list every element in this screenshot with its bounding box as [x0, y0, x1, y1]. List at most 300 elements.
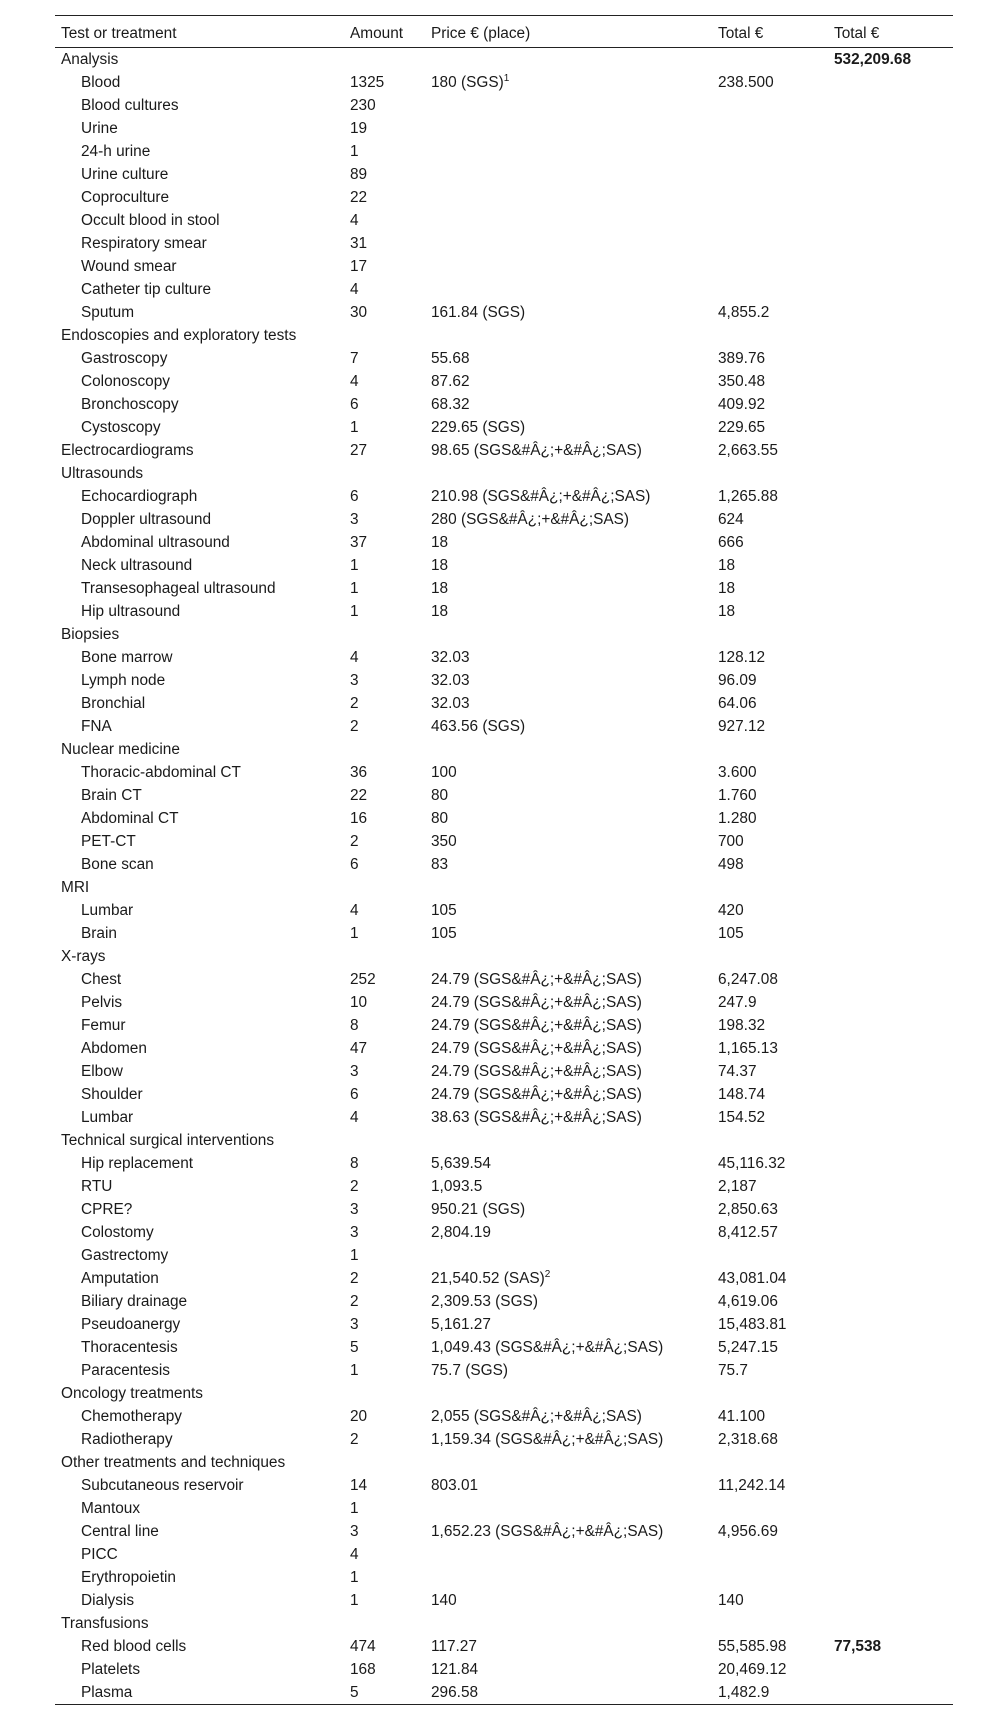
- table-header: [55, 16, 953, 48]
- category-label: Transfusions: [61, 1615, 149, 1632]
- amount-cell: 6: [350, 488, 359, 505]
- total-cell: [712, 1497, 828, 1520]
- table-row: [55, 761, 953, 784]
- item-label: Mantoux: [81, 1500, 141, 1517]
- price-cell: [425, 1106, 712, 1129]
- price-value: 180 (SGS): [431, 74, 504, 91]
- total-cell: 666: [718, 534, 744, 551]
- item-label: FNA: [81, 718, 112, 735]
- table-row: [55, 94, 953, 117]
- table-body: [55, 48, 953, 1705]
- table-row: [55, 1244, 953, 1267]
- item-label: Blood: [81, 74, 121, 91]
- item-label: Thoracic-abdominal CT: [81, 764, 241, 781]
- price-value: 38.63 (SGS&#Â¿;+&#Â¿;SAS): [431, 1109, 642, 1126]
- price-value: 21,540.52 (SAS): [431, 1270, 545, 1287]
- amount-cell: 31: [350, 235, 368, 252]
- group-total-cell: [828, 646, 953, 669]
- amount-cell: 4: [350, 212, 359, 229]
- price-cell: [425, 209, 712, 232]
- category-label: Oncology treatments: [61, 1385, 204, 1402]
- table-row: [55, 1405, 953, 1428]
- group-total-cell: 77,538: [834, 1638, 882, 1655]
- category-label: Nuclear medicine: [61, 741, 180, 758]
- table-row: [55, 1060, 953, 1083]
- price-cell: [425, 600, 712, 623]
- item-label: Subcutaneous reservoir: [81, 1477, 244, 1494]
- price-cell: [425, 807, 712, 830]
- price-cell: [425, 301, 712, 324]
- table-row: [55, 669, 953, 692]
- price-cell: [425, 1589, 712, 1612]
- category-row: [55, 738, 953, 761]
- group-total-cell: [828, 577, 953, 600]
- table-row: [55, 117, 953, 140]
- total-cell: 55,585.98: [718, 1638, 787, 1655]
- total-cell: 15,483.81: [718, 1316, 787, 1333]
- group-total-cell: [828, 94, 953, 117]
- category-row: [55, 1382, 953, 1405]
- price-value: 296.58: [431, 1684, 479, 1701]
- category-row: [55, 462, 953, 485]
- total-cell: 229.65: [718, 419, 766, 436]
- item-label: Biliary drainage: [81, 1293, 188, 1310]
- group-total-cell: [828, 531, 953, 554]
- total-cell: 5,247.15: [718, 1339, 778, 1356]
- group-total-cell: [828, 1060, 953, 1083]
- total-cell: 927.12: [718, 718, 766, 735]
- amount-cell: [344, 1612, 425, 1635]
- price-cell: [425, 1221, 712, 1244]
- header-amount: Amount: [344, 16, 425, 48]
- total-cell: 247.9: [718, 994, 757, 1011]
- table-row: [55, 347, 953, 370]
- amount-cell: 4: [350, 902, 359, 919]
- group-total-cell: [828, 393, 953, 416]
- price-value: 117.27: [431, 1638, 477, 1655]
- item-label: Radiotherapy: [81, 1431, 173, 1448]
- price-value: 2,309.53 (SGS): [431, 1293, 538, 1310]
- group-total-cell: [828, 439, 953, 462]
- total-cell: 75.7: [718, 1362, 748, 1379]
- table-row: [55, 1566, 953, 1589]
- total-cell: 1,482.9: [712, 1681, 828, 1705]
- price-value: 24.79 (SGS&#Â¿;+&#Â¿;SAS): [431, 1040, 642, 1057]
- item-label: Bronchoscopy: [81, 396, 179, 413]
- group-total-cell: [828, 1083, 953, 1106]
- price-cell: [425, 1566, 712, 1589]
- group-total-cell: [828, 71, 953, 94]
- group-total-cell: [828, 1014, 953, 1037]
- category-label: Endoscopies and exploratory tests: [61, 327, 297, 344]
- amount-cell: 6: [350, 856, 359, 873]
- price-cell: [425, 1474, 712, 1497]
- amount-cell: 2: [350, 1431, 359, 1448]
- price-value: 24.79 (SGS&#Â¿;+&#Â¿;SAS): [431, 1017, 642, 1034]
- amount-cell: 4: [350, 1546, 359, 1563]
- price-value: 55.68: [431, 350, 470, 367]
- price-cell: [425, 531, 712, 554]
- table-row: [55, 1152, 953, 1175]
- item-label: Thoracentesis: [81, 1339, 178, 1356]
- amount-cell: 3: [350, 672, 359, 689]
- cost-table-container: [55, 15, 953, 1705]
- table-row: [55, 1520, 953, 1543]
- group-total-cell: [828, 1336, 953, 1359]
- table-row: [55, 1083, 953, 1106]
- price-cell: [425, 1152, 712, 1175]
- price-cell: [425, 508, 712, 531]
- price-cell: [425, 1658, 712, 1681]
- group-total-cell: [828, 922, 953, 945]
- item-label: CPRE?: [81, 1201, 133, 1218]
- price-value: 463.56 (SGS): [431, 718, 526, 735]
- total-cell: 45,116.32: [718, 1155, 786, 1172]
- price-value: 1,652.23 (SGS&#Â¿;+&#Â¿;SAS): [431, 1523, 664, 1540]
- table-row: [55, 646, 953, 669]
- price-cell: [425, 48, 712, 72]
- amount-cell: 27: [350, 442, 368, 459]
- amount-cell: 1: [350, 1592, 359, 1609]
- amount-cell: 1: [350, 143, 359, 160]
- group-total-cell: [828, 807, 953, 830]
- category-label: Other treatments and techniques: [61, 1454, 286, 1471]
- price-value: 1,159.34 (SGS&#Â¿;+&#Â¿;SAS): [431, 1431, 664, 1448]
- total-cell: 4,619.06: [718, 1293, 778, 1310]
- item-label: PICC: [81, 1546, 118, 1563]
- total-cell: 74.37: [718, 1063, 757, 1080]
- group-total-cell: [828, 232, 953, 255]
- total-cell: [712, 232, 828, 255]
- group-total-cell: [828, 324, 953, 347]
- amount-cell: 6: [350, 1086, 359, 1103]
- table-row: [55, 715, 953, 738]
- group-total-cell: [828, 1152, 953, 1175]
- category-row: [55, 1451, 953, 1474]
- total-cell: [712, 1129, 828, 1152]
- price-cell: [425, 945, 712, 968]
- group-total-cell: [828, 1198, 953, 1221]
- group-total-cell: [828, 163, 953, 186]
- table-row: [55, 531, 953, 554]
- table-row: [55, 71, 953, 94]
- item-label: RTU: [81, 1178, 113, 1195]
- price-value: 121.84: [431, 1661, 479, 1678]
- total-cell: [712, 117, 828, 140]
- table-row: [55, 1267, 953, 1290]
- group-total-cell: [828, 1313, 953, 1336]
- group-total-cell: [828, 117, 953, 140]
- total-cell: [712, 94, 828, 117]
- price-value: 1,049.43 (SGS&#Â¿;+&#Â¿;SAS): [431, 1339, 664, 1356]
- price-value: 32.03: [431, 695, 470, 712]
- amount-cell: 4: [350, 373, 359, 390]
- group-total-cell: [828, 1267, 953, 1290]
- total-cell: 498: [718, 856, 744, 873]
- price-cell: [425, 968, 712, 991]
- table-row: [55, 1014, 953, 1037]
- category-label: Ultrasounds: [61, 465, 144, 482]
- amount-cell: 20: [350, 1408, 368, 1425]
- header-price: Price € (place): [425, 16, 712, 48]
- amount-cell: 1325: [350, 74, 385, 91]
- amount-cell: 4: [350, 281, 359, 298]
- table-row: [55, 853, 953, 876]
- amount-cell: 5: [350, 1339, 359, 1356]
- price-value: 5,639.54: [431, 1155, 491, 1172]
- group-total-cell: [828, 876, 953, 899]
- table-row: [55, 163, 953, 186]
- group-total-cell: [828, 1428, 953, 1451]
- item-label: Pseudoanergy: [81, 1316, 181, 1333]
- item-label: Amputation: [81, 1270, 159, 1287]
- table-row: [55, 416, 953, 439]
- total-cell: [712, 876, 828, 899]
- price-cell: [425, 370, 712, 393]
- item-label: Gastroscopy: [81, 350, 168, 367]
- item-label: Colostomy: [81, 1224, 154, 1241]
- total-cell: 1,165.13: [718, 1040, 778, 1057]
- price-value: 80: [431, 810, 449, 827]
- total-cell: 8,412.57: [718, 1224, 778, 1241]
- price-cell: [425, 577, 712, 600]
- amount-cell: 47: [350, 1040, 368, 1057]
- group-total-cell: [828, 416, 953, 439]
- price-value: 100: [431, 764, 457, 781]
- amount-cell: 1: [350, 419, 359, 436]
- price-cell: [425, 1612, 712, 1635]
- amount-cell: 8: [350, 1155, 359, 1172]
- total-cell: 238.500: [718, 74, 774, 91]
- amount-cell: 1: [350, 580, 359, 597]
- total-cell: [712, 1566, 828, 1589]
- group-total-cell: [828, 1681, 953, 1705]
- amount-cell: [344, 462, 425, 485]
- cost-table: [55, 15, 953, 1705]
- amount-cell: 1: [350, 1500, 359, 1517]
- amount-cell: 2: [350, 1178, 359, 1195]
- amount-cell: 3: [350, 1063, 359, 1080]
- item-label: Bronchial: [81, 695, 146, 712]
- price-cell: [425, 1290, 712, 1313]
- amount-cell: 1: [350, 925, 359, 942]
- category-row: [55, 439, 953, 462]
- price-cell: [425, 1359, 712, 1382]
- total-cell: [712, 945, 828, 968]
- group-total-cell: [828, 715, 953, 738]
- price-value: 5,161.27: [431, 1316, 491, 1333]
- total-cell: [712, 1244, 828, 1267]
- price-cell: [425, 761, 712, 784]
- table-row: [55, 1175, 953, 1198]
- header-total: Total €: [712, 16, 828, 48]
- group-total-cell: [828, 1451, 953, 1474]
- group-total-cell: [828, 692, 953, 715]
- price-cell: [425, 485, 712, 508]
- price-cell: [425, 186, 712, 209]
- item-label: Brain CT: [81, 787, 142, 804]
- group-total-cell: [828, 1612, 953, 1635]
- price-value: 24.79 (SGS&#Â¿;+&#Â¿;SAS): [431, 1086, 642, 1103]
- group-total-cell: [828, 255, 953, 278]
- price-cell: [425, 1382, 712, 1405]
- table-row: [55, 899, 953, 922]
- price-value: 210.98 (SGS&#Â¿;+&#Â¿;SAS): [431, 488, 651, 505]
- group-total-cell: [828, 738, 953, 761]
- item-label: Bone marrow: [81, 649, 173, 666]
- group-total-cell: [828, 899, 953, 922]
- item-label: Hip ultrasound: [81, 603, 181, 620]
- table-row: [55, 554, 953, 577]
- total-cell: 105: [718, 925, 744, 942]
- price-cell: [425, 1520, 712, 1543]
- item-label: Urine culture: [81, 166, 169, 183]
- header-test-or-treatment: Test or treatment: [55, 16, 344, 48]
- price-value: 24.79 (SGS&#Â¿;+&#Â¿;SAS): [431, 1063, 642, 1080]
- price-cell: [425, 646, 712, 669]
- total-cell: [712, 1543, 828, 1566]
- amount-cell: 3: [350, 1201, 359, 1218]
- total-cell: 154.52: [718, 1109, 766, 1126]
- total-cell: [712, 255, 828, 278]
- price-value: 2,055 (SGS&#Â¿;+&#Â¿;SAS): [431, 1408, 642, 1425]
- item-label: Pelvis: [81, 994, 123, 1011]
- item-label: Urine: [81, 120, 118, 137]
- table-row: [55, 1359, 953, 1382]
- amount-cell: 3: [350, 1316, 359, 1333]
- price-value: 1,093.5: [431, 1178, 483, 1195]
- total-cell: 2,187: [718, 1178, 757, 1195]
- item-label: Abdominal ultrasound: [81, 534, 230, 551]
- category-label: Technical surgical interventions: [61, 1132, 275, 1149]
- price-cell: [425, 554, 712, 577]
- table-row: [55, 1198, 953, 1221]
- amount-cell: 1: [350, 557, 359, 574]
- amount-cell: 2: [350, 718, 359, 735]
- price-cell: [425, 117, 712, 140]
- item-label: Gastrectomy: [81, 1247, 169, 1264]
- table-row: [55, 1635, 953, 1658]
- total-cell: 96.09: [718, 672, 757, 689]
- price-value: 32.03: [431, 649, 470, 666]
- price-value: 229.65 (SGS): [431, 419, 526, 436]
- item-label: 24-h urine: [81, 143, 151, 160]
- group-total-cell: [828, 1658, 953, 1681]
- amount-cell: [344, 1129, 425, 1152]
- amount-cell: [344, 738, 425, 761]
- amount-cell: 17: [350, 258, 368, 275]
- item-label: Echocardiograph: [81, 488, 198, 505]
- table-row: [55, 1681, 953, 1705]
- price-value: 75.7 (SGS): [431, 1362, 508, 1379]
- item-label: PET-CT: [81, 833, 136, 850]
- price-cell: [425, 1635, 712, 1658]
- group-total-cell: [828, 784, 953, 807]
- item-label: Wound smear: [81, 258, 177, 275]
- price-cell: [425, 1497, 712, 1520]
- item-label: Occult blood in stool: [81, 212, 220, 229]
- price-value: 87.62: [431, 373, 470, 390]
- price-value: 803.01: [431, 1477, 479, 1494]
- table-row: [55, 1474, 953, 1497]
- item-label: Paracentesis: [81, 1362, 170, 1379]
- amount-cell: 7: [350, 350, 359, 367]
- total-cell: [712, 48, 828, 72]
- group-total-cell: [828, 1520, 953, 1543]
- price-cell: [425, 163, 712, 186]
- price-cell: [425, 1060, 712, 1083]
- item-label: Sputum: [81, 304, 135, 321]
- total-cell: 18: [718, 603, 736, 620]
- table-row: [55, 968, 953, 991]
- category-label: Analysis: [61, 51, 119, 68]
- table-row: [55, 186, 953, 209]
- table-row: [55, 1658, 953, 1681]
- item-label: Shoulder: [81, 1086, 143, 1103]
- group-total-cell: [828, 1221, 953, 1244]
- group-total-cell: [828, 278, 953, 301]
- item-label: Lumbar: [81, 902, 134, 919]
- price-value: 105: [431, 902, 457, 919]
- table-row: [55, 784, 953, 807]
- group-total-cell: [828, 140, 953, 163]
- group-total-cell: [828, 485, 953, 508]
- table-row: [55, 991, 953, 1014]
- price-cell: [425, 1244, 712, 1267]
- total-cell: [712, 324, 828, 347]
- total-cell: 4,855.2: [718, 304, 770, 321]
- amount-cell: 1: [350, 603, 359, 620]
- item-label: Hip replacement: [81, 1155, 194, 1172]
- price-cell: [425, 991, 712, 1014]
- total-cell: [712, 209, 828, 232]
- group-total-cell: [828, 347, 953, 370]
- amount-cell: 16: [350, 810, 368, 827]
- price-cell: [425, 416, 712, 439]
- table-row: [55, 393, 953, 416]
- table-row: [55, 1221, 953, 1244]
- amount-cell: [344, 876, 425, 899]
- total-cell: [712, 623, 828, 646]
- table-row: [55, 278, 953, 301]
- category-label: Electrocardiograms: [61, 442, 194, 459]
- category-row: [55, 48, 953, 72]
- item-label: Plasma: [55, 1681, 344, 1705]
- amount-cell: 230: [350, 97, 376, 114]
- item-label: Brain: [81, 925, 117, 942]
- price-cell: [425, 1428, 712, 1451]
- price-cell: [425, 347, 712, 370]
- total-cell: 64.06: [718, 695, 757, 712]
- category-row: [55, 623, 953, 646]
- item-label: Catheter tip culture: [81, 281, 212, 298]
- amount-cell: 22: [350, 189, 368, 206]
- group-total-cell: [828, 554, 953, 577]
- amount-cell: [344, 1451, 425, 1474]
- amount-cell: 4: [350, 1109, 359, 1126]
- total-cell: [712, 1612, 828, 1635]
- table-row: [55, 830, 953, 853]
- price-cell: [425, 1037, 712, 1060]
- price-cell: [425, 1451, 712, 1474]
- category-row: [55, 1612, 953, 1635]
- price-cell: [425, 94, 712, 117]
- amount-cell: 37: [350, 534, 368, 551]
- total-cell: 1.280: [718, 810, 757, 827]
- amount-cell: 2: [350, 695, 359, 712]
- group-total-cell: [828, 1474, 953, 1497]
- group-total-cell: [828, 1037, 953, 1060]
